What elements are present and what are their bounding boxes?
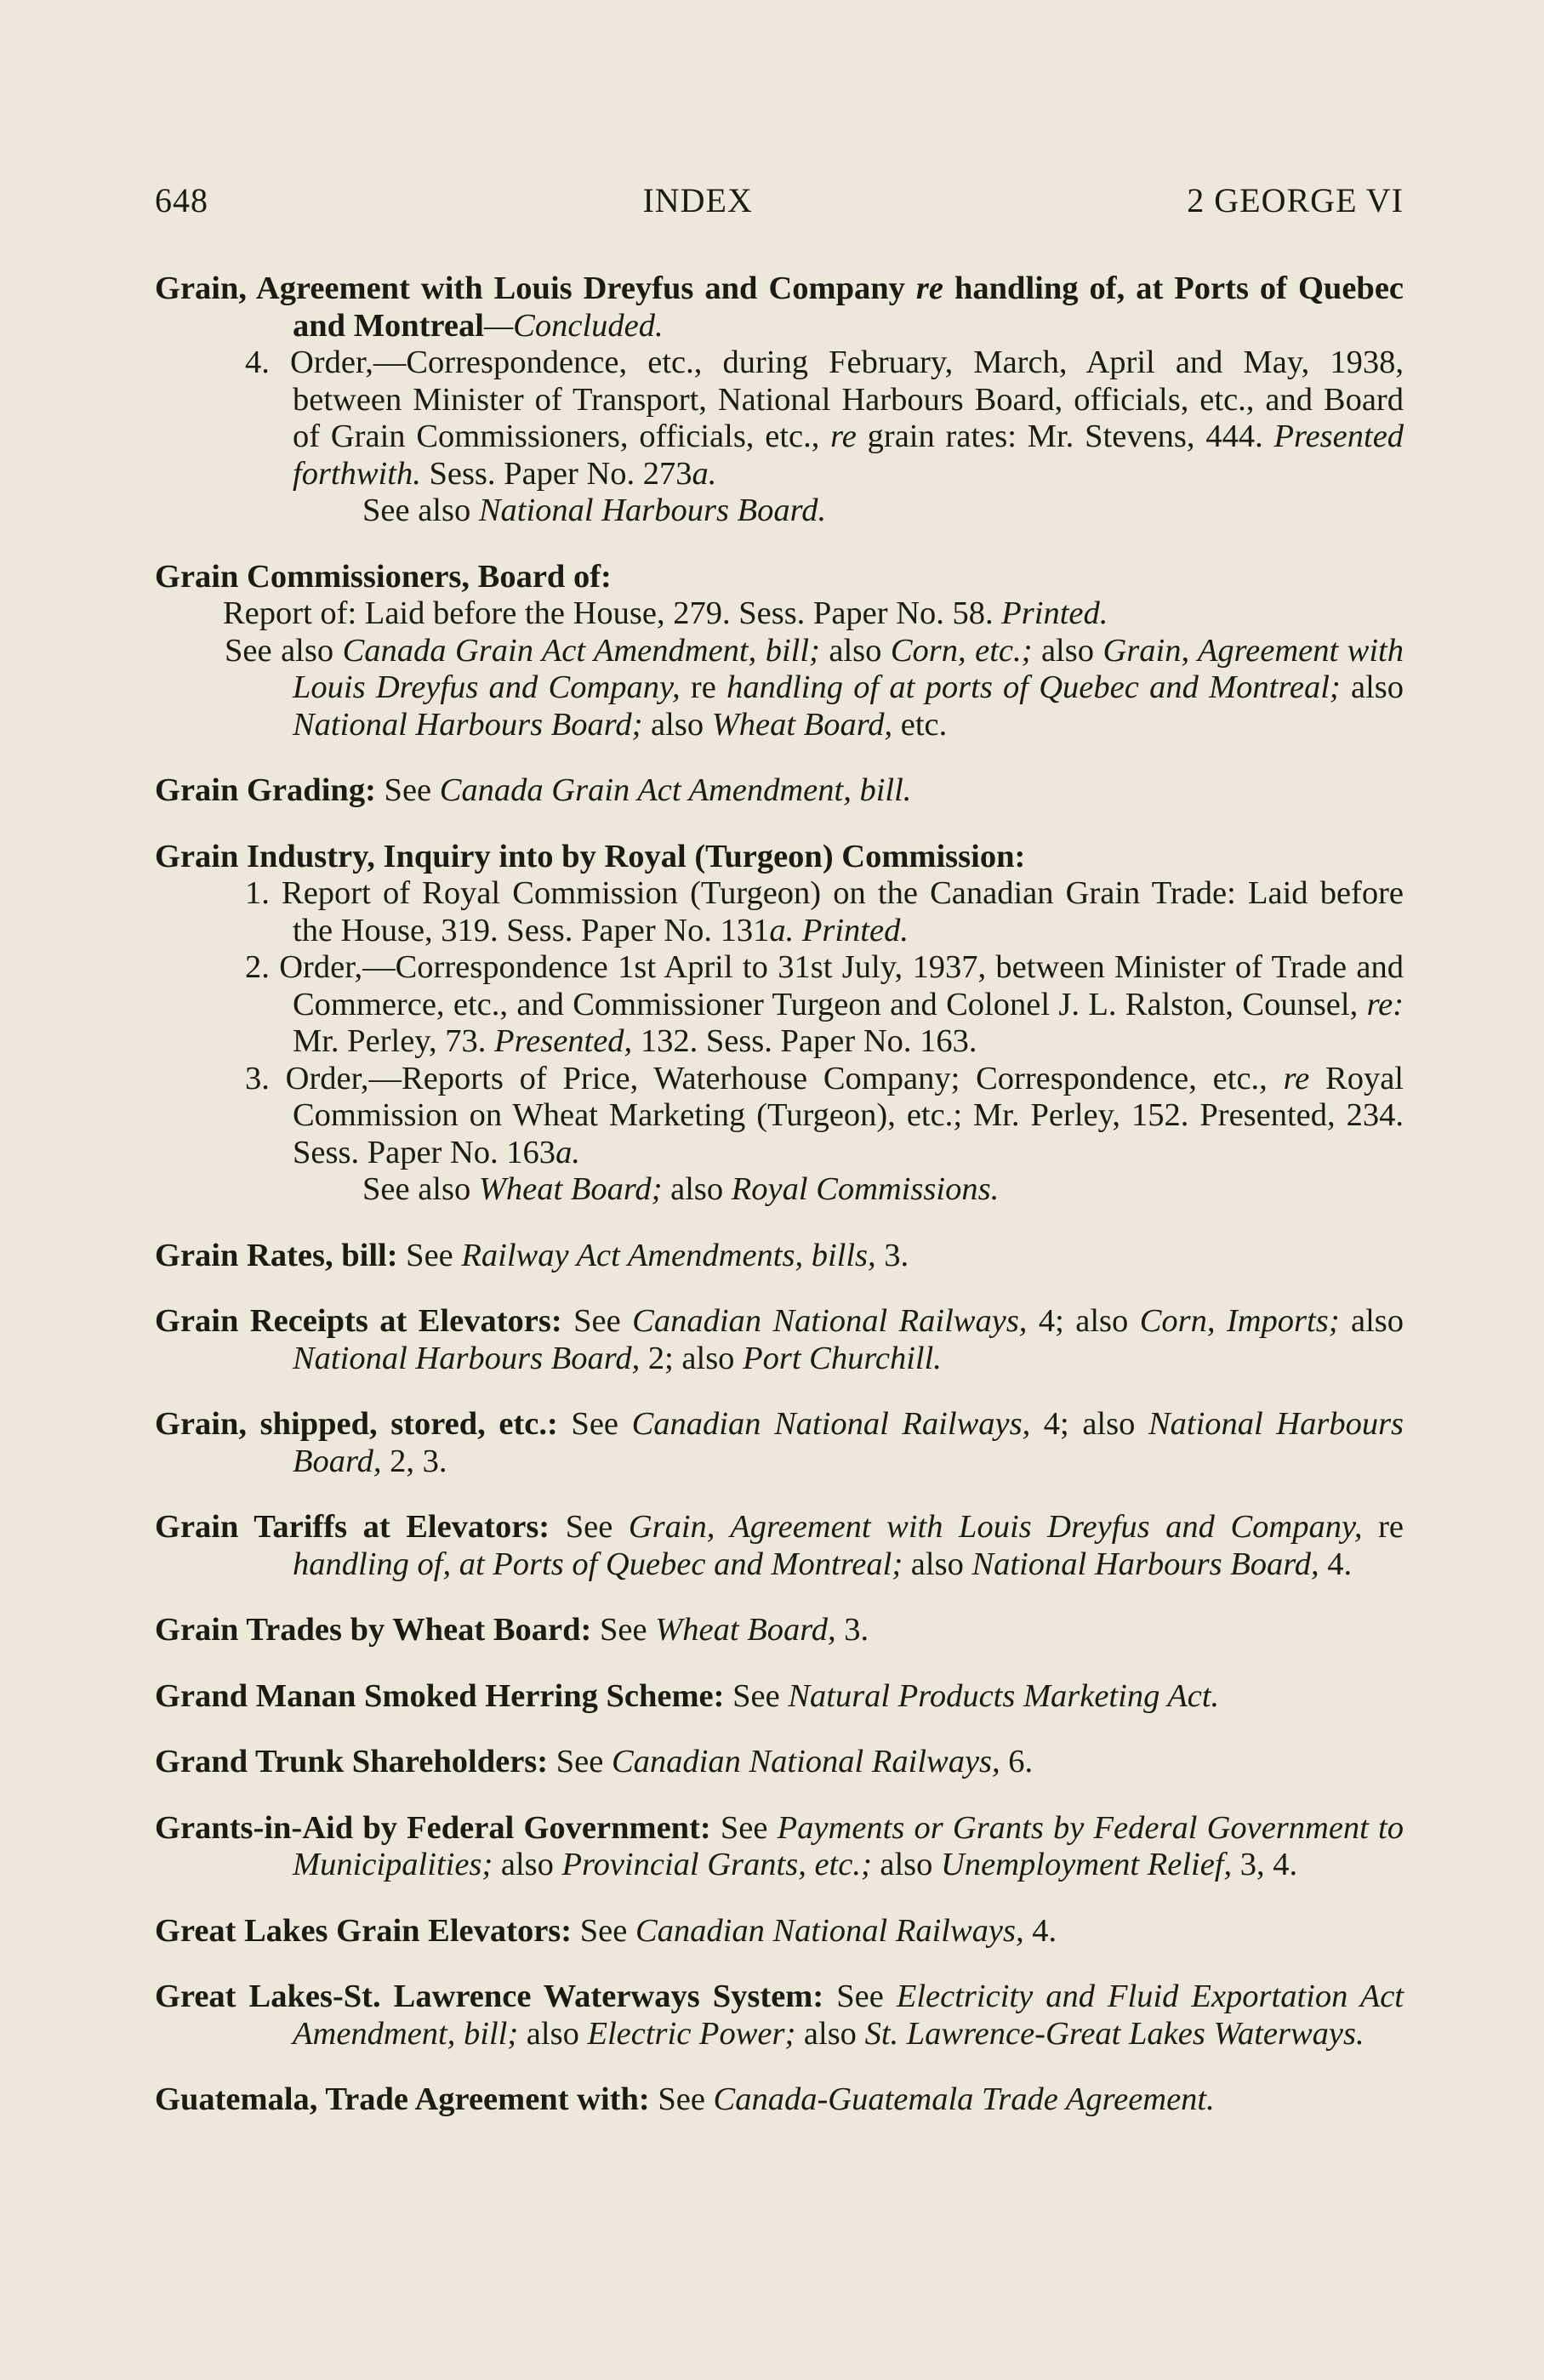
see-also: See also Wheat Board; also Royal Commissions.	[362, 1171, 1000, 1207]
index-entry-guatemala: Guatemala, Trade Agreement with: See Canada-Guatemala Trade Agreement.	[155, 2081, 1215, 2117]
index-entry-grain-receipts: Grain Receipts at Elevators: See Canadian National Railways, 4; also Corn, Imports; also National Harbours Board, 2; also Port Churchill.	[155, 1303, 1404, 1376]
see-also: See also Canada Grain Act Amendment, bill; also Corn, etc.; also Grain, Agreement with Louis Dreyfus and Company, re handling of at ports of Quebec and Montreal; also National Harbours Board; also Wheat Board, etc.	[225, 632, 1404, 743]
entry-heading: Grain Commissioners, Board of:	[155, 558, 612, 595]
entry-heading: Grain Industry, Inquiry into by Royal (Turgeon) Commission:	[155, 838, 1026, 874]
index-entry-grain-tariffs: Grain Tariffs at Elevators: See Grain, Agreement with Louis Dreyfus and Company, re handling of, at Ports of Quebec and Montreal; also National Harbours Board, 4.	[155, 1509, 1404, 1582]
index-entry-grand-trunk: Grand Trunk Shareholders: See Canadian National Railways, 6.	[155, 1744, 1034, 1779]
index-entry-grain-commissioners	[155, 559, 1404, 744]
entry-item: 4. Order,—Correspondence, etc., during February, March, April and May, 1938, between Minister of Transport, National Harbours Board, officials, etc., and Board of Grain Commissioners, officials, etc., re grain rates: Mr. Stevens, 444. Presented forthwith. Sess. Paper No. 273a.	[245, 344, 1404, 492]
see-also: See also National Harbours Board.	[362, 493, 827, 528]
running-header	[155, 180, 1404, 220]
page-number: 648	[155, 181, 208, 219]
entry-item: 1. Report of Royal Commission (Turgeon) on the Canadian Grain Trade: Laid before the House, 319. Sess. Paper No. 131a. Printed.	[245, 875, 1404, 948]
index-content	[155, 270, 1404, 2148]
index-entry-grain-trades: Grain Trades by Wheat Board: See Wheat Board, 3.	[155, 1612, 869, 1648]
index-entry-great-lakes-waterways: Great Lakes-St. Lawrence Waterways System: See Electricity and Fluid Exportation Act Amendment, bill; also Electric Power; also St. Lawrence-Great Lakes Waterways.	[155, 1979, 1404, 2052]
index-entry-grain-agreement	[155, 270, 1404, 530]
entry-heading: Grain, Agreement with Louis Dreyfus and Company re handling of, at Ports of Quebec and Montreal—Concluded.	[155, 270, 1404, 344]
index-entry-great-lakes-elevators: Great Lakes Grain Elevators: See Canadian National Railways, 4.	[155, 1912, 1057, 1949]
entry-item: 3. Order,—Reports of Price, Waterhouse Company; Correspondence, etc., re Royal Commission on Wheat Marketing (Turgeon), etc.; Mr. Perley, 152. Presented, 234. Sess. Paper No. 163a.	[245, 1060, 1404, 1170]
index-entry-grants-in-aid: Grants-in-Aid by Federal Government: See Payments or Grants by Federal Government to Municipalities; also Provincial Grants, etc.; also Unemployment Relief, 3, 4.	[155, 1809, 1404, 1882]
entry-item: 2. Order,—Correspondence 1st April to 31st July, 1937, between Minister of Trade and Commerce, etc., and Commissioner Turgeon and Colonel J. L. Ralston, Counsel, re: Mr. Perley, 73. Presented, 132. Sess. Paper No. 163.	[245, 949, 1404, 1059]
index-entry-grand-manan: Grand Manan Smoked Herring Scheme: See Natural Products Marketing Act.	[155, 1677, 1220, 1714]
index-entry-grain-industry	[155, 839, 1404, 1209]
entry-item: Report of: Laid before the House, 279. Sess. Paper No. 58. Printed.	[223, 595, 1108, 631]
volume-label: 2 GEORGE VI	[1187, 181, 1404, 219]
page-title: INDEX	[642, 181, 753, 219]
index-entry-grain-rates: Grain Rates, bill: See Railway Act Amendments, bills, 3.	[155, 1237, 909, 1273]
index-entry-grain-shipped: Grain, shipped, stored, etc.: See Canadian National Railways, 4; also National Harbours Board, 2, 3.	[155, 1406, 1404, 1479]
index-entry-grain-grading: Grain Grading: See Canada Grain Act Amendment, bill.	[155, 772, 912, 808]
